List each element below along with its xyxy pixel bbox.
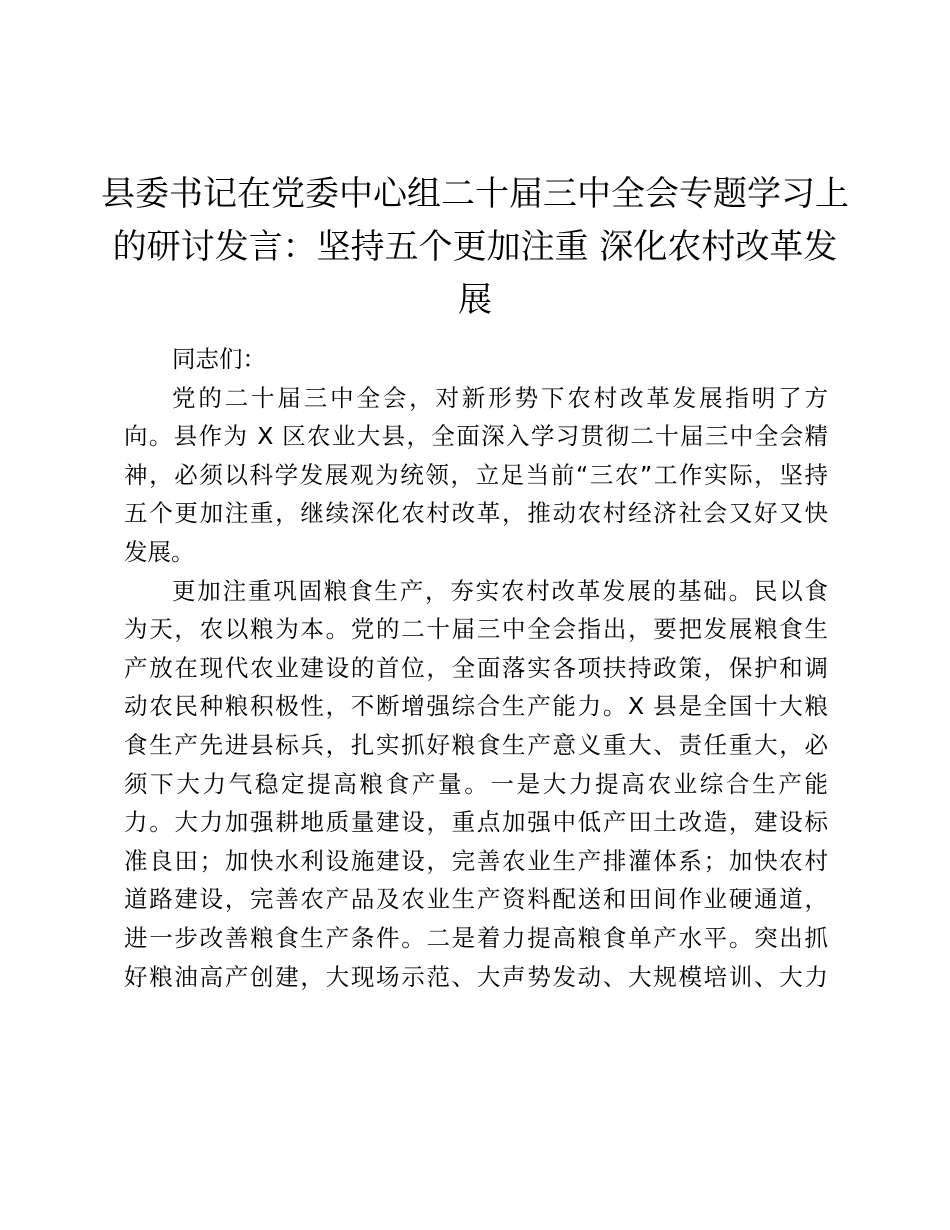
salutation-line: 同志们：	[172, 345, 266, 373]
body-line: 更加注重巩固粮食生产，夯实农村改革发展的基础。民以食	[172, 576, 828, 605]
body-line: 神，必须以科学发展观为统领，立足当前“三农”工作实际，坚持	[124, 460, 828, 489]
body-line: 五个更加注重，继续深化农村改革，推动农村经济社会又好又快	[124, 499, 828, 528]
body-line: 食生产先进县标兵，扎实抓好粮食生产意义重大、责任重大，必	[124, 730, 828, 759]
document-title: 县委书记在党委中心组二十届三中全会专题学习上的研讨发言：坚持五个更加注重 深化农村改革发展	[101, 174, 849, 320]
body-line: 进一步改善粮食生产条件。二是着力提高粮食单产水平。突出抓	[124, 923, 828, 952]
body-line: 准良田；加快水利设施建设，完善农业生产排灌体系；加快农村	[124, 846, 828, 875]
body-line: 须下大力气稳定提高粮食产量。一是大力提高农业综合生产能	[124, 769, 828, 798]
body-line: 向。县作为 X 区农业大县，全面深入学习贯彻二十届三中全会精	[124, 422, 828, 451]
body-line: 力。大力加强耕地质量建设，重点加强中低产田土改造，建设标	[124, 808, 828, 837]
body-line: 好粮油高产创建，大现场示范、大声势发动、大规模培训、大力	[124, 962, 828, 991]
body-line: 动农民种粮积极性，不断增强综合生产能力。X 县是全国十大粮	[124, 692, 828, 721]
body-line: 党的二十届三中全会，对新形势下农村改革发展指明了方	[172, 383, 828, 412]
body-line: 道路建设，完善农产品及农业生产资料配送和田间作业硬通道，	[124, 885, 828, 914]
body-line: 产放在现代农业建设的首位，全面落实各项扶持政策，保护和调	[124, 653, 828, 682]
body-line: 为天，农以粮为本。党的二十届三中全会指出，要把发展粮食生	[124, 615, 828, 644]
document-body	[124, 340, 828, 996]
body-line: 发展。	[124, 537, 195, 566]
